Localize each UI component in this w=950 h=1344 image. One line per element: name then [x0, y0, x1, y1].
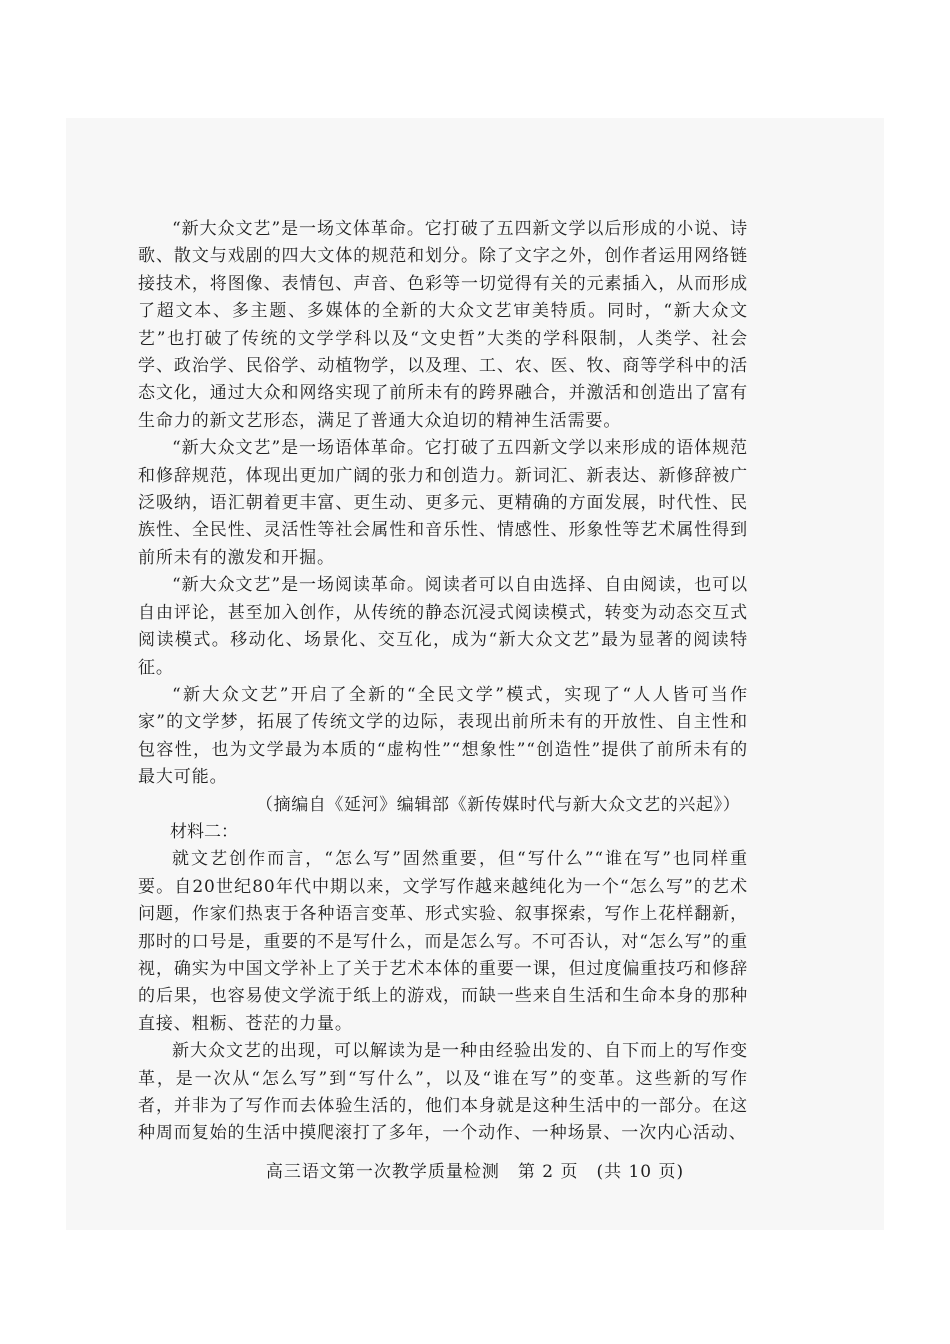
document-body: [138, 216, 748, 1148]
paragraph-style-revolution: “新大众文艺”是一场文体革命。它打破了五四新文学以后形成的小说、诗歌、散文与戏剧的四大文体的规范和划分。除了文字之外，创作者运用网络链接技术，将图像、表情包、声音、色彩等一切觉得有关的元素插入，从而形成了超文本、多主题、多媒体的全新的大众文艺审美特质。同时，“新大众文艺”也打破了传统的文学学科以及“文史哲”大类的学科限制，人类学、社会学、政治学、民俗学、动植物学，以及理、工、农、医、牧、商等学科中的活态文化，通过大众和网络实现了前所未有的跨界融合，并激活和创造出了富有生命力的新文艺形态，满足了普通大众迫切的精神生活需要。: [138, 219, 748, 431]
material-two-heading: 材料二：: [170, 821, 238, 842]
paragraph-how-to-write: 就文艺创作而言，“怎么写”固然重要，但“写什么”“谁在写”也同样重要。自20世纪80年代中期以来，文学写作越来越纯化为一个“怎么写”的艺术问题，作家们热衷于各种语言变革、形式实验、叙事探索，写作上花样翻新，那时的口号是，重要的不是写什么，而是怎么写。不可否认，对“怎么写”的重视，确实为中国文学补上了关于艺术本体的重要一课，但过度偏重技巧和修辞的后果，也容易使文学流于纸上的游戏，而缺一些来自生活和生命本身的那种直接、粗粝、苍茫的力量。: [138, 849, 748, 1034]
paragraph-reading-revolution: “新大众文艺”是一场阅读革命。阅读者可以自由选择、自由阅读，也可以自由评论，甚至加入创作，从传统的静态沉浸式阅读模式，转变为动态交互式阅读模式。移动化、场景化、交互化，成为“新大众文艺”最为显著的阅读特征。: [138, 575, 748, 678]
paragraph-new-mass-literature: 新大众文艺的出现，可以解读为是一种由经验出发的、自下而上的写作变革，是一次从“怎么写”到“写什么”，以及“谁在写”的变革。这些新的写作者，并非为了写作而去体验生活的，他们本身就是这种生活中的一部分。在这种周而复始的生活中摸爬滚打了多年，一个动作、一种场景、一次内心活动、: [138, 1041, 748, 1144]
paragraph-language-revolution: “新大众文艺”是一场语体革命。它打破了五四新文学以来形成的语体规范和修辞规范，体现出更加广阔的张力和创造力。新词汇、新表达、新修辞被广泛吸纳，语汇朝着更丰富、更生动、更多元、更精确的方面发展，时代性、民族性、全民性、灵活性等社会属性和音乐性、情感性、形象性等艺术属性得到前所未有的激发和开掘。: [138, 438, 748, 568]
page-footer: 高三语文第一次教学质量检测 第 2 页 (共 10 页): [265, 1162, 685, 1182]
source-citation: （摘编自《延河》编辑部《新传媒时代与新大众文艺的兴起》）: [256, 794, 741, 815]
paragraph-mass-literature: “新大众文艺”开启了全新的“全民文学”模式，实现了“人人皆可当作家”的文学梦，拓展了传统文学的边际，表现出前所未有的开放性、自主性和包容性，也为文学最为本质的“虚构性”“想象性”“创造性”提供了前所未有的最大可能。: [138, 684, 748, 788]
